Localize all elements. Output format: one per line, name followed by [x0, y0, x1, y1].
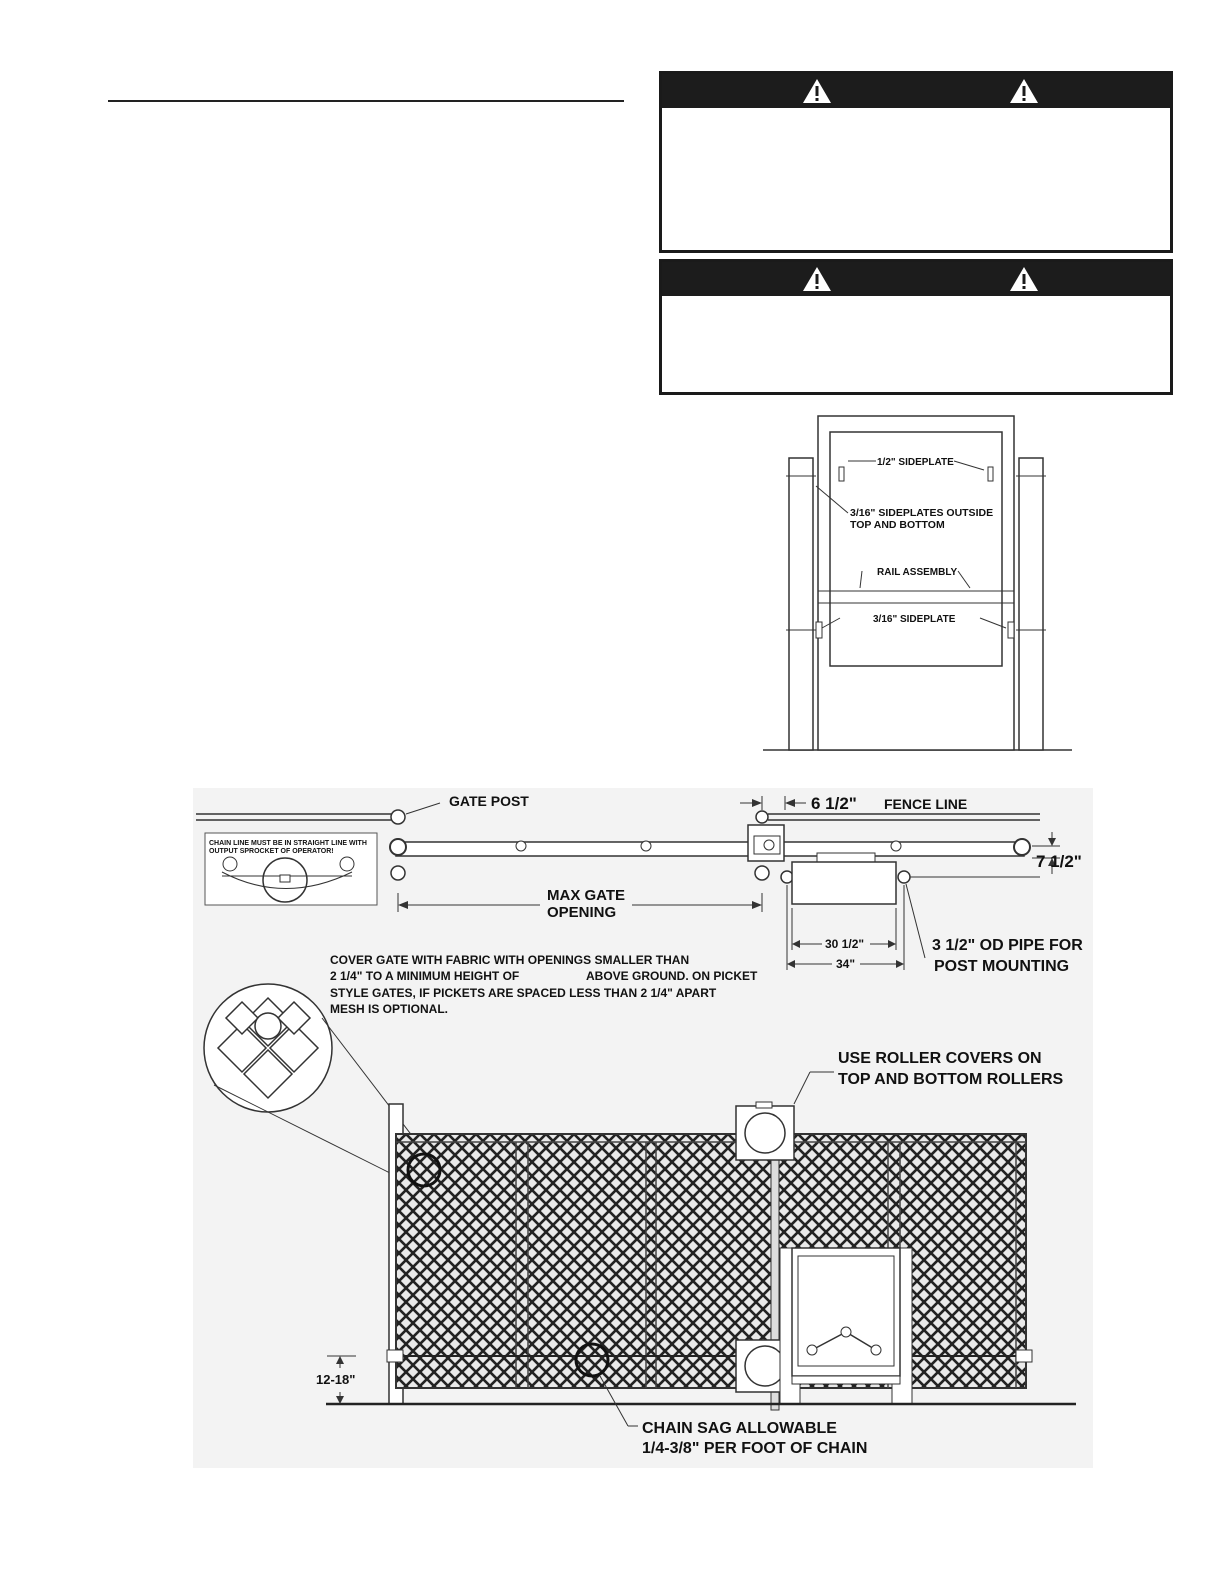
cover-note-1: COVER GATE WITH FABRIC WITH OPENINGS SMALLER THAN — [330, 953, 690, 967]
pipe-label-1: 3 1/2" OD PIPE FOR — [932, 937, 1083, 954]
cover-note-2b: ABOVE GROUND. ON PICKET — [586, 969, 758, 983]
dim-6-half: 6 1/2" — [811, 794, 857, 813]
operator-top-box — [792, 862, 896, 904]
label-outside-sideplates-1: 3/16" SIDEPLATES OUTSIDE — [850, 507, 994, 519]
fence-line-label: FENCE LINE — [884, 796, 968, 812]
dim-7-half: 7 1/2" — [1036, 852, 1082, 871]
chain-sag-label-2: 1/4-3/8" PER FOOT OF CHAIN — [642, 1440, 868, 1457]
left-post — [789, 458, 813, 750]
roller-cover-label-1: USE ROLLER COVERS ON — [838, 1050, 1042, 1067]
cover-note-2a: 2 1/4" TO A MINIMUM HEIGHT OF — [330, 969, 520, 983]
right-post — [1019, 458, 1043, 750]
label-rail-assembly: RAIL ASSEMBLY — [877, 567, 958, 578]
chain-link-fabric — [396, 1134, 1026, 1388]
chain-sag-label-1: CHAIN SAG ALLOWABLE — [642, 1420, 837, 1437]
cover-note-3: STYLE GATES, IF PICKETS ARE SPACED LESS THAN 2 1/4" APART — [330, 986, 717, 1000]
label-half-sideplate: 1/2" SIDEPLATE — [877, 457, 954, 468]
max-gate-label-1: MAX GATE — [547, 887, 626, 904]
gate-post-circle — [391, 810, 405, 824]
cover-note-4: MESH IS OPTIONAL. — [330, 1002, 449, 1016]
max-gate-label-2: OPENING — [547, 904, 617, 921]
label-outside-sideplates-2: TOP AND BOTTOM — [850, 519, 945, 531]
chain-note-1: CHAIN LINE MUST BE IN STRAIGHT LINE WITH — [209, 840, 367, 847]
height-dim-label: 12-18" — [316, 1372, 356, 1387]
gate-post-label: GATE POST — [449, 793, 529, 809]
label-sideplate: 3/16" SIDEPLATE — [873, 614, 956, 625]
gate-rail — [396, 842, 1024, 856]
dim-34: 34" — [836, 957, 856, 971]
operator-front — [792, 1248, 900, 1376]
pipe-label-2: POST MOUNTING — [934, 958, 1070, 975]
dim-30-half: 30 1/2" — [825, 937, 865, 951]
chain-note-2: OUTPUT SPROCKET OF OPERATOR! — [209, 848, 334, 855]
side-view — [763, 416, 1072, 750]
roller-cover-label-2: TOP AND BOTTOM ROLLERS — [838, 1071, 1064, 1088]
